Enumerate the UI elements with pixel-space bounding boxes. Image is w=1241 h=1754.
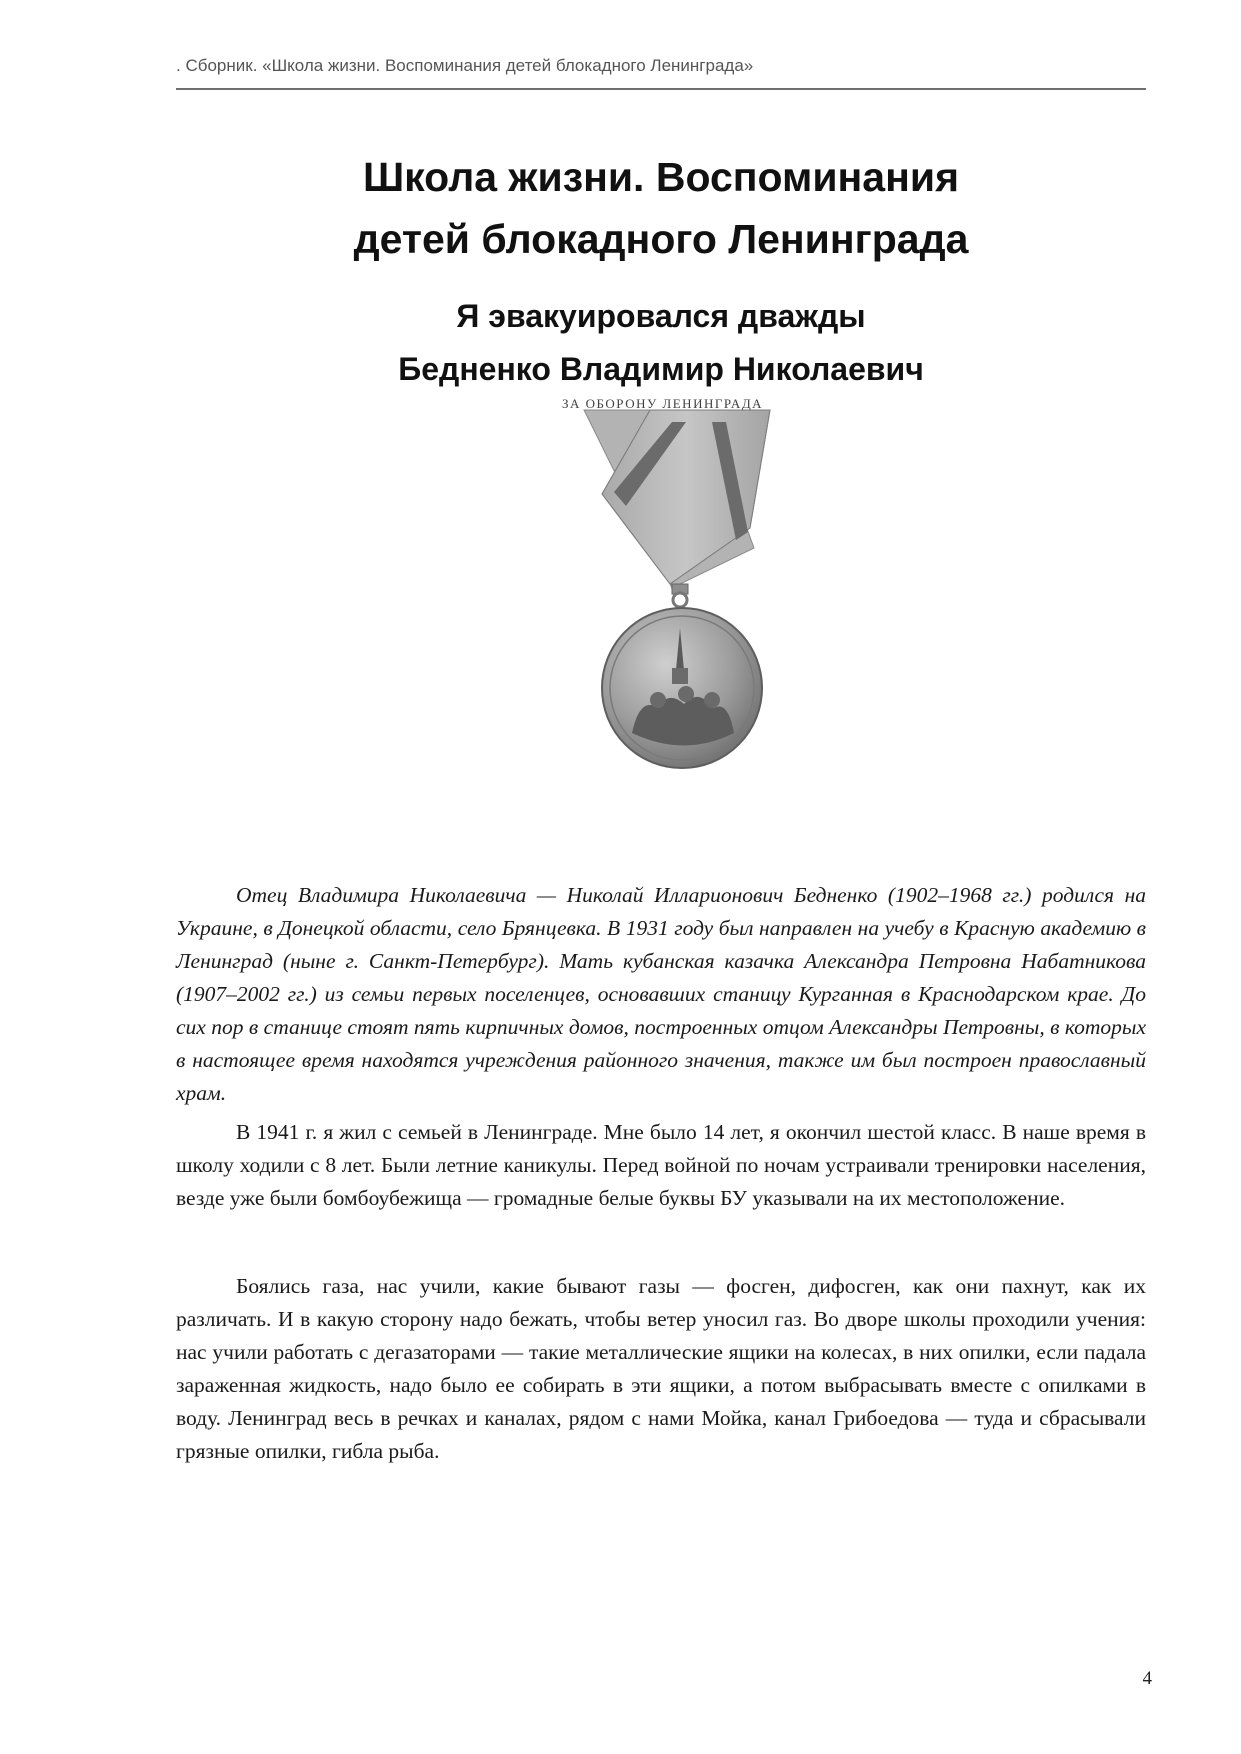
header-rule bbox=[176, 88, 1146, 90]
book-title bbox=[176, 146, 1146, 270]
body-paragraph: В 1941 г. я жил с семьей в Ленинграде. Мне было 14 лет, я окончил шестой класс. В наше время в школу ходили с 8 лет. Были летние каникулы. Перед войной по ночам устраивали тренировки населения, везде уже были бомбоубежища — громадные белые буквы БУ указывали на их местоположение. bbox=[176, 1120, 1146, 1210]
running-head: . Сборник. «Школа жизни. Воспоминания детей блокадного Ленинграда» bbox=[176, 56, 754, 75]
author-name: Бедненко Владимир Николаевич bbox=[398, 351, 924, 387]
page-number: 4 bbox=[1142, 1668, 1152, 1689]
medal-for-defense-of-leningrad-icon bbox=[562, 396, 802, 788]
body-paragraph: Боялись газа, нас учили, какие бывают газы — фосген, дифосген, как они пахнут, как их различать. И в какую сторону надо бежать, чтобы ветер уносил газ. Во дворе школы проходили учения: нас учили работать с дегазаторами — такие металлические ящики на колесах, в них опилки, если падала зараженная жидкость, надо было ее собирать в эти ящики, а потом выбрасывать вместе с опилками в воду. Ленинград весь в речках и каналах, рядом с нами Мойка, канал Грибоедова — туда и сбрасывали грязные опилки, гибла рыба. bbox=[176, 1274, 1146, 1463]
intro-paragraph: Отец Владимира Николаевича — Николай Илларионович Бедненко (1902–1968 гг.) родился на Украине, в Донецкой области, село Брянцевка. В 1931 году был направлен на учебу в Красную академию в Ленинград (ныне г. Санкт-Петербург). Мать кубанская казачка Александра Петровна Набатникова (1907–2002 гг.) из семьи первых поселенцев, основавших станицу Курганная в Краснодарском крае. До сих пор в станице стоят пять кирпичных домов, построенных отцом Александры Петровны, в которых в настоящее время находятся учреждения районного значения, также им был построен православный храм. bbox=[176, 883, 1146, 1105]
chapter-title-line-1: Я эвакуировался дважды bbox=[456, 298, 866, 334]
book-title-line-1: Школа жизни. Воспоминания bbox=[362, 154, 960, 200]
medal-ribbon bbox=[584, 410, 770, 598]
chapter-title bbox=[176, 290, 1146, 396]
medal-suspension-ring bbox=[672, 584, 688, 607]
medal-inscription: ЗА ОБОРОНУ ЛЕНИНГРАДА bbox=[562, 396, 764, 411]
book-title-line-2: детей блокадного Ленинграда bbox=[353, 216, 969, 262]
